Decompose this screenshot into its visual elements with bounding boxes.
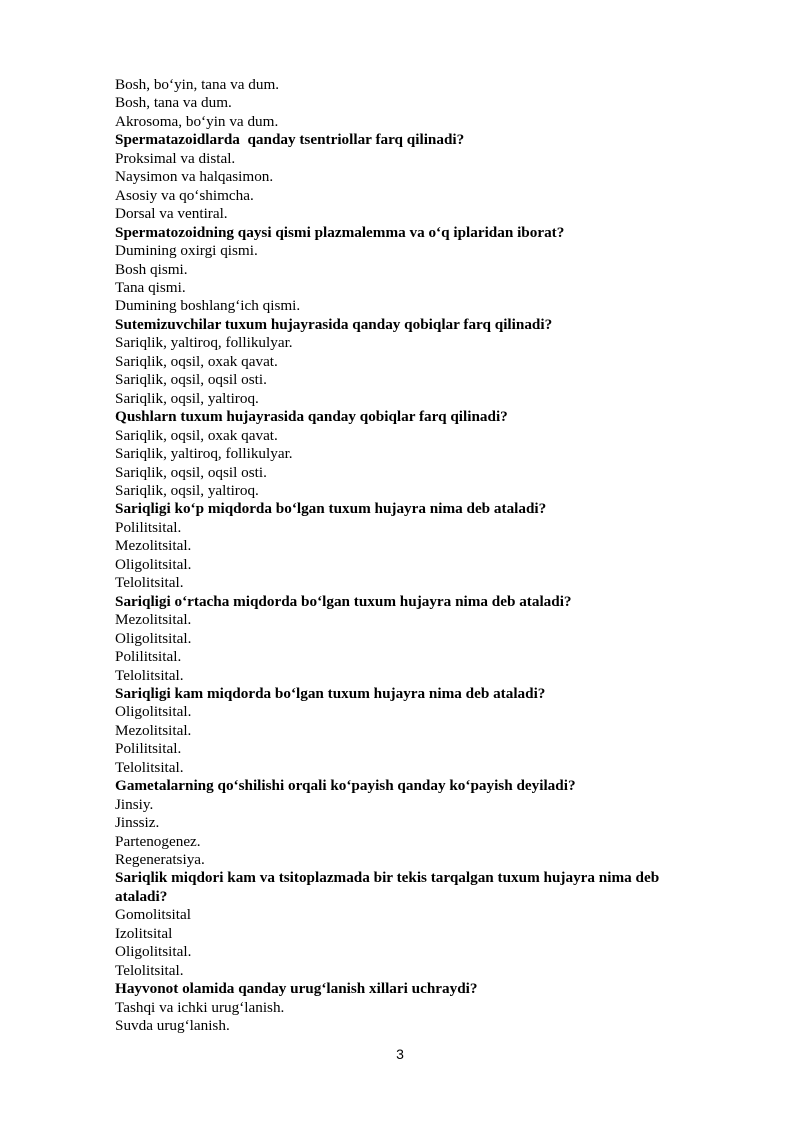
- answer-option: Telolitsital.: [115, 758, 184, 776]
- answer-option: Polilitsital.: [115, 518, 182, 536]
- answer-option: Sariqlik, oqsil, oqsil osti.: [115, 463, 267, 481]
- answer-option: Mezolitsital.: [115, 611, 192, 629]
- question-block: [115, 869, 715, 980]
- question-block: [115, 224, 715, 316]
- answer-option: Mezolitsital.: [115, 537, 192, 555]
- answer-option: Sariqlik, oqsil, oqsil osti.: [115, 371, 267, 389]
- question-block: [115, 980, 715, 1035]
- answer-option: Sariqlik, oqsil, oxak qavat.: [115, 352, 278, 370]
- answer-option: Tana qismi.: [115, 278, 186, 296]
- answer-option: Oligolitsital.: [115, 703, 192, 721]
- answer-option: Sariqlik, yaltiroq, follikulyar.: [115, 334, 293, 352]
- answer-option: Proksimal va distal.: [115, 149, 236, 167]
- answer-option: Jinssiz.: [115, 814, 160, 832]
- answer-option: Polilitsital.: [115, 740, 182, 758]
- answer-option: Sariqlik, yaltiroq, follikulyar.: [115, 445, 293, 463]
- question-text: Spermatazoidlarda qanday tsentriollar farq qilinadi?: [115, 131, 465, 149]
- question-block: [115, 316, 715, 408]
- answer-option: Sariqlik, oqsil, yaltiroq.: [115, 481, 259, 499]
- answer-option: Oligolitsital.: [115, 629, 192, 647]
- answer-option: Asosiy va qo‘shimcha.: [115, 186, 254, 204]
- question-text: Sariqligi o‘rtacha miqdorda bo‘lgan tuxum hujayra nima deb ataladi?: [115, 592, 572, 610]
- answer-option: Sariqlik, oqsil, oxak qavat.: [115, 426, 278, 444]
- answer-option: Tashqi va ichki urug‘lanish.: [115, 998, 285, 1016]
- answer-option: Naysimon va halqasimon.: [115, 168, 274, 186]
- answer-option: Mezolitsital.: [115, 721, 192, 739]
- page-number: 3: [396, 1046, 404, 1062]
- answer-option: Dorsal va ventiral.: [115, 205, 228, 223]
- question-text: Hayvonot olamida qanday urug‘lanish xillari uchraydi?: [115, 980, 478, 998]
- question-block: [115, 593, 715, 685]
- question-block: [115, 500, 715, 592]
- question-block: [115, 131, 715, 223]
- question-text: Gametalarning qo‘shilishi orqali ko‘payish qanday ko‘payish deyiladi?: [115, 777, 576, 795]
- answer-option: Partenogenez.: [115, 832, 201, 850]
- document-body: [115, 76, 715, 1036]
- answer-option: Gomolitsital: [115, 906, 191, 924]
- answer-option: Polilitsital.: [115, 648, 182, 666]
- question-text: Sutemizuvchilar tuxum hujayrasida qanday qobiqlar farq qilinadi?: [115, 315, 553, 333]
- answer-option: Jinsiy.: [115, 795, 154, 813]
- continued-options: [115, 76, 715, 131]
- question-block: [115, 685, 715, 777]
- question-text: Sariqligi kam miqdorda bo‘lgan tuxum hujayra nima deb ataladi?: [115, 684, 546, 702]
- question-text: Qushlarn tuxum hujayrasida qanday qobiqlar farq qilinadi?: [115, 408, 508, 426]
- answer-option: Dumining boshlang‘ich qismi.: [115, 297, 301, 315]
- answer-option: Suvda urug‘lanish.: [115, 1017, 230, 1035]
- answer-option: Bosh, tana va dum.: [115, 94, 232, 112]
- answer-option: Bosh, bo‘yin, tana va dum.: [115, 76, 280, 93]
- answer-option: Dumining oxirgi qismi.: [115, 242, 258, 260]
- answer-option: Oligolitsital.: [115, 555, 192, 573]
- question-text: Sariqlik miqdori kam va tsitoplazmada bir tekis tarqalgan tuxum hujayra nima deb ataladi?: [115, 869, 663, 905]
- answer-option: Akrosoma, bo‘yin va dum.: [115, 112, 279, 130]
- question-text: Spermatozoidning qaysi qismi plazmalemma va o‘q iplaridan iborat?: [115, 223, 565, 241]
- answer-option: Telolitsital.: [115, 666, 184, 684]
- answer-option: Oligolitsital.: [115, 943, 192, 961]
- answer-option: Regeneratsiya.: [115, 851, 205, 869]
- question-block: [115, 777, 715, 869]
- answer-option: Bosh qismi.: [115, 260, 188, 278]
- answer-option: Telolitsital.: [115, 574, 184, 592]
- question-block: [115, 408, 715, 500]
- question-text: Sariqligi ko‘p miqdorda bo‘lgan tuxum hujayra nima deb ataladi?: [115, 500, 547, 518]
- answer-option: Izolitsital: [115, 924, 173, 942]
- answer-option: Sariqlik, oqsil, yaltiroq.: [115, 389, 259, 407]
- question-list: [115, 131, 715, 1035]
- answer-option: Telolitsital.: [115, 961, 184, 979]
